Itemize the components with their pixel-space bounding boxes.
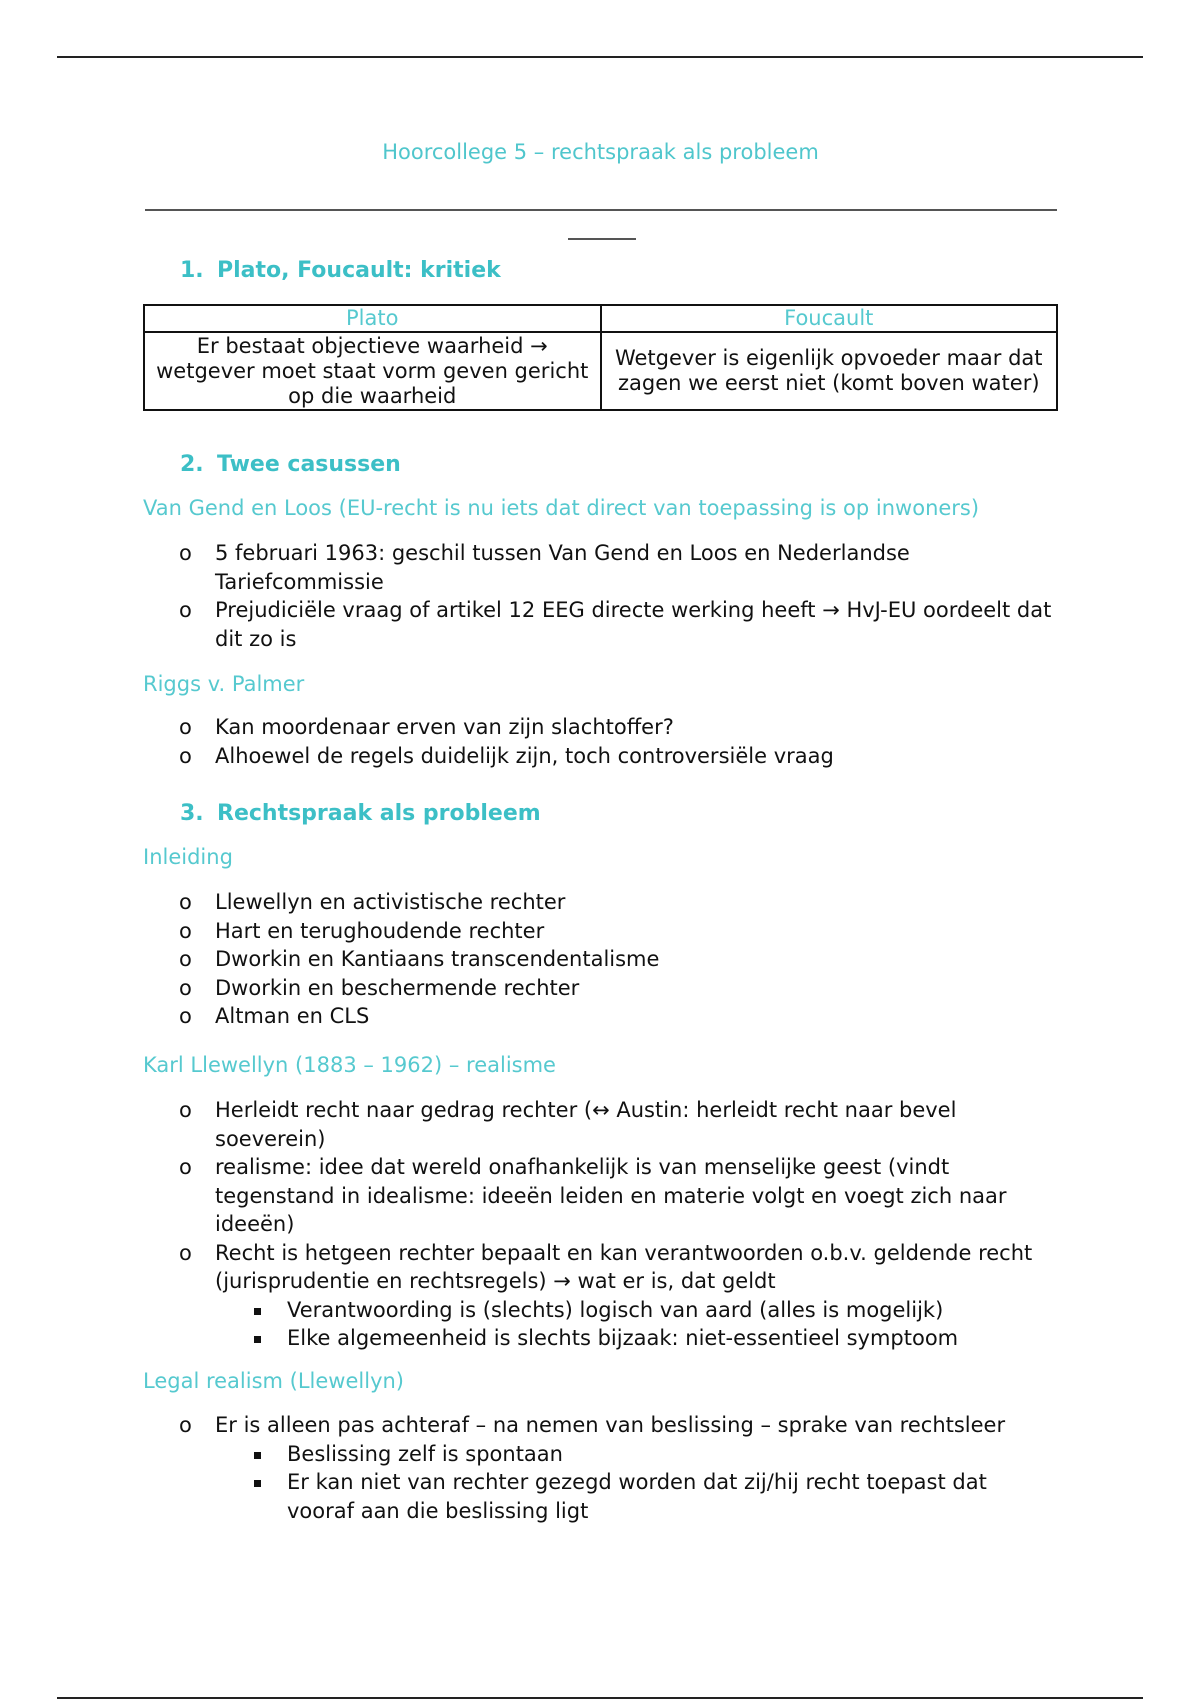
table-cell-plato: Er bestaat objectieve waarheid → wetgever moet staat vorm geven gericht op die waarheid [144, 332, 601, 410]
section-3-heading [180, 801, 541, 826]
section-2-heading [180, 452, 401, 477]
list-item: o Llewellyn en activistische rechter [179, 888, 1059, 917]
subheading-inleiding: Inleiding [143, 845, 233, 869]
sub-list-item: Er kan niet van rechter gezegd worden dat zij/hij recht toepast dat vooraf aan die beslissing ligt [215, 1468, 1059, 1525]
list-item: o Altman en CLS [179, 1002, 1059, 1031]
subheading-riggs-v-palmer: Riggs v. Palmer [143, 672, 305, 696]
comparison-table [143, 304, 1058, 411]
list-item [179, 1239, 1059, 1353]
page-top-rule [57, 56, 1143, 58]
table-header-row [144, 305, 1057, 332]
van-gend-en-loos-list [179, 539, 1059, 653]
list-item: o Kan moordenaar erven van zijn slachtoffer? [179, 713, 1059, 742]
subheading-karl-llewellyn: Karl Llewellyn (1883 – 1962) – realisme [143, 1053, 556, 1077]
subheading-van-gend-en-loos: Van Gend en Loos (EU-recht is nu iets dat direct van toepassing is op inwoners) [143, 496, 980, 520]
sub-list-item: Beslissing zelf is spontaan [215, 1440, 1059, 1469]
legal-realism-sublist [215, 1440, 1059, 1526]
section-1-title: Plato, Foucault: kritiek [217, 258, 501, 283]
list-item: o Prejudiciële vraag of artikel 12 EEG directe werking heeft → HvJ-EU oordeelt dat dit zo is [179, 596, 1059, 653]
list-item [179, 1411, 1059, 1525]
inleiding-list [179, 888, 1059, 1031]
subheading-legal-realism: Legal realism (Llewellyn) [143, 1369, 405, 1393]
section-3-number: 3. [180, 801, 204, 826]
table-cell-foucault: Wetgever is eigenlijk opvoeder maar dat zagen we eerst niet (komt boven water) [601, 332, 1058, 410]
riggs-v-palmer-list [179, 713, 1059, 770]
section-1-heading [180, 258, 501, 283]
list-item: o Dworkin en beschermende rechter [179, 974, 1059, 1003]
table-header-foucault: Foucault [601, 305, 1058, 332]
list-item: o Dworkin en Kantiaans transcendentalisme [179, 945, 1059, 974]
sub-list-item: Elke algemeenheid is slechts bijzaak: niet-essentieel symptoom [215, 1324, 1059, 1353]
list-item: o Alhoewel de regels duidelijk zijn, toch controversiële vraag [179, 742, 1059, 771]
list-item: o 5 februari 1963: geschil tussen Van Gend en Loos en Nederlandse Tariefcommissie [179, 539, 1059, 596]
short-divider [568, 238, 636, 240]
legal-realism-list [179, 1411, 1059, 1525]
list-item-text: Recht is hetgeen rechter bepaalt en kan verantwoorden o.b.v. geldende recht (jurisprudentie en rechtsregels) → wat er is, dat geldt [215, 1240, 1033, 1293]
list-item: o Herleidt recht naar gedrag rechter (↔ Austin: herleidt recht naar bevel soeverein) [179, 1096, 1059, 1153]
list-item: o realisme: idee dat wereld onafhankelijk is van menselijke geest (vindt tegenstand in idealisme: ideeën leiden en materie volgt en voegt zich naar ideeën) [179, 1153, 1059, 1239]
list-item: o Hart en terughoudende rechter [179, 917, 1059, 946]
list-item-text: Er is alleen pas achteraf – na nemen van beslissing – sprake van rechtsleer [215, 1413, 1006, 1437]
section-3-title: Rechtspraak als probleem [217, 801, 541, 826]
section-1-number: 1. [180, 258, 204, 283]
table-header-plato: Plato [144, 305, 601, 332]
llewellyn-list [179, 1096, 1059, 1353]
sub-list-item: Verantwoording is (slechts) logisch van aard (alles is mogelijk) [215, 1296, 1059, 1325]
page-bottom-rule [57, 1697, 1143, 1699]
section-2-number: 2. [180, 452, 204, 477]
document-title: Hoorcollege 5 – rechtspraak als probleem [382, 140, 819, 164]
table-row [144, 332, 1057, 410]
section-2-title: Twee casussen [217, 452, 401, 477]
llewellyn-sublist [215, 1296, 1059, 1353]
title-underline [145, 209, 1057, 211]
